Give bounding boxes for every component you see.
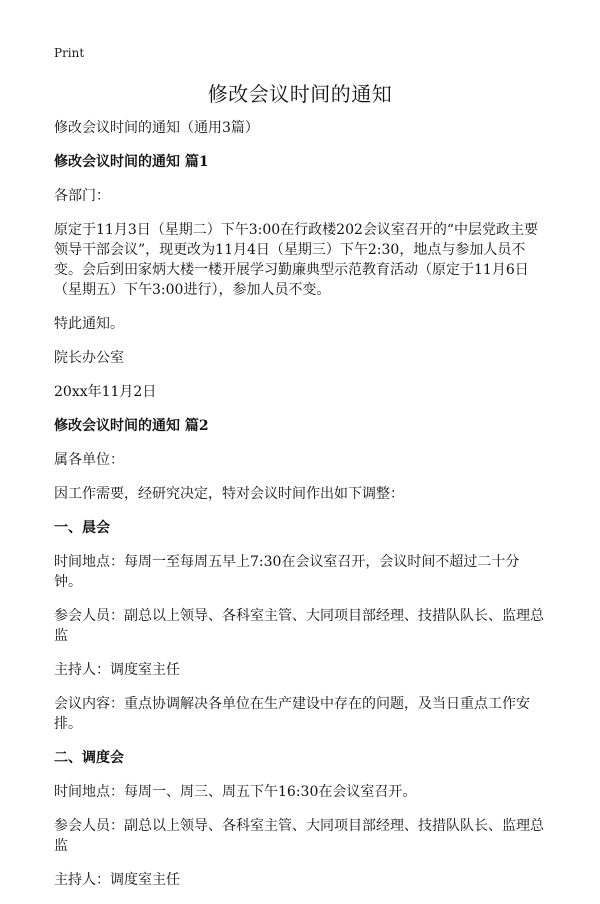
paragraph: 院长办公室 xyxy=(54,350,124,366)
paragraph: 主持人：调度室主任 xyxy=(54,662,180,678)
paragraph: 参会人员：副总以上领导、各科室主管、大同项目部经理、技措队队长、监理总监 xyxy=(54,608,544,644)
section-heading: 修改会议时间的通知 篇2 xyxy=(54,418,209,434)
paragraph: 特此通知。 xyxy=(54,316,124,332)
paragraph: 主持人：调度室主任 xyxy=(54,872,180,888)
paragraph: 20xx年11月2日 xyxy=(54,384,157,400)
paragraph: 时间地点：每周一至每周五早上7:30在会议室召开，会议时间不超过二十分钟。 xyxy=(54,554,520,590)
document-body xyxy=(54,118,544,904)
document-subtitle: 修改会议时间的通知（通用3篇） xyxy=(54,120,259,136)
paragraph: 时间地点：每周一、周三、周五下午16:30在会议室召开。 xyxy=(54,784,417,800)
paragraph: 因工作需要，经研究决定，特对会议时间作出如下调整： xyxy=(54,486,404,502)
paragraph: 原定于11月3日（星期二）下午3:00在行政楼202会议室召开的“中层党政主要领导干部会议”，现更改为11月4日（星期三）下午2:30，地点与参加人员不变。会后到田家炳大楼一楼开展学习勤廉典型示范教育活动（原定于11月6日（星期五）下午3:00进行），参加人员不变。 xyxy=(54,222,539,298)
section-heading: 修改会议时间的通知 篇1 xyxy=(54,154,209,170)
subsection-heading: 一、晨会 xyxy=(54,520,110,536)
paragraph: 各部门： xyxy=(54,188,110,204)
paragraph: 会议内容：重点协调解决各单位在生产建设中存在的问题，及当日重点工作安排。 xyxy=(54,696,530,732)
paragraph: 参会人员：副总以上领导、各科室主管、大同项目部经理、技措队队长、监理总监 xyxy=(54,818,544,854)
print-link[interactable]: Print xyxy=(54,46,85,60)
document-title: 修改会议时间的通知 xyxy=(207,82,393,106)
paragraph: 属各单位： xyxy=(54,452,124,468)
subsection-heading: 二、调度会 xyxy=(54,750,124,766)
